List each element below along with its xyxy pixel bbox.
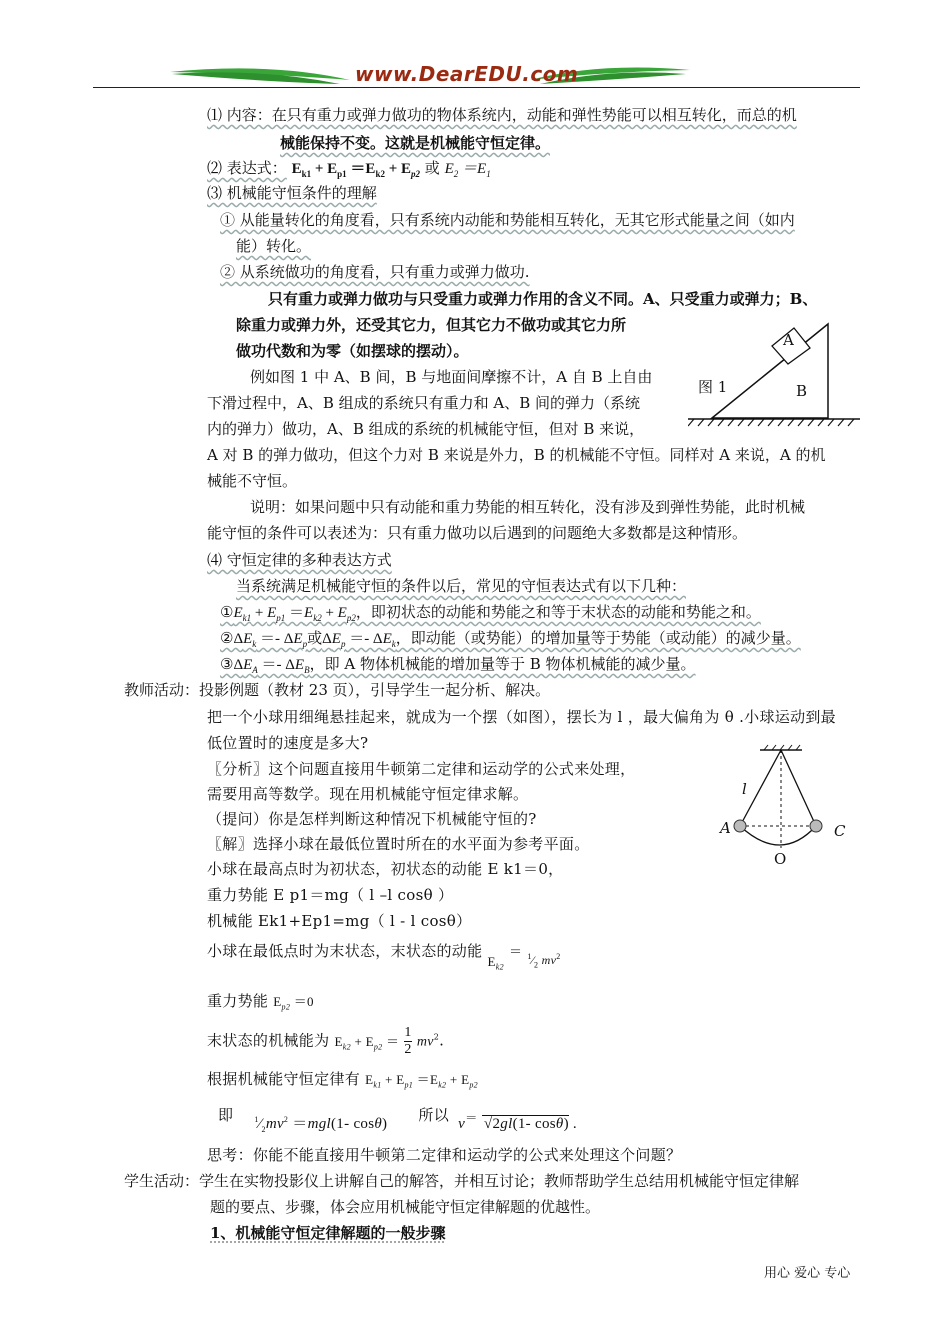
figure-2-label-a: A <box>720 819 731 837</box>
line-initial-mechanical: 机械能 Ek1+Ep1=mg（ l - l cosθ） <box>207 912 472 930</box>
line-think: 思考：你能不能直接用牛顿第二定律和运动学的公式来处理这个问题？ <box>207 1146 682 1164</box>
line-initial-potential: 重力势能 E p1＝mg（ l –l cosθ ） <box>207 886 454 904</box>
line-remark-2: 能守恒的条件可以表述为：只有重力做功以后遇到的问题绝大多数都是这种情形。 <box>207 524 748 542</box>
line-final-potential: 重力势能 $E_{p2} =0$ <box>207 992 314 1012</box>
line-note-1: 只有重力或弹力做功与只受重力或弹力作用的含义不同。A、只受重力或弹力；B、 <box>268 290 818 308</box>
line-problem-2: 低位置时的速度是多大? <box>207 734 369 752</box>
header-rule <box>93 87 860 88</box>
line-teacher-activity: 教师活动：投影例题（教材 23 页），引导学生一起分析、解决。 <box>124 681 551 699</box>
figure-1-incline <box>688 318 863 430</box>
line-example-2: 下滑过程中，A、B 组成的系统只有重力和 A、B 间的弹力（系统 <box>207 394 641 412</box>
line-expression: ⑵ 表达式： $E_{k1} + E_{p1} =E_{k2} + E_{p2}$ 或 $E_2 =E_1$ <box>207 159 491 179</box>
line-steps-heading: 1、机械能守恒定律解题的一般步骤 <box>210 1224 446 1242</box>
figure-2-label-c: C <box>834 822 846 840</box>
figure-1-label-a: A <box>783 331 794 349</box>
line-note-2: 除重力或弹力外，还受其它力，但其它力不做功或其它力所 <box>236 316 627 334</box>
line-final-kinetic: 小球在最低点时为末状态，末状态的动能 $E_{k2} = _{^1⁄_2 mv^2}$ <box>207 942 561 972</box>
line-forms-title: ⑷ 守恒定律的多种表达方式 <box>207 551 392 569</box>
line-form-2: $②\Delta E_k =- \Delta E_p$或$\Delta E_p =- \Delta E_k$，即动能（或势能）的增加量等于势能（或动能）的减少量。 <box>220 629 801 649</box>
line-form-1: $①E_{k1} + E_{p1} =E_{k2} + E_{p2}$，即初状态的动能和势能之和等于末状态的动能和势能之和。 <box>220 603 761 623</box>
line-content-cont: 械能保持不变。这就是机械能守恒定律。 <box>280 134 551 152</box>
line-analysis-1: 〖分析〗这个问题直接用牛顿第二定律和运动学的公式来处理， <box>207 760 636 778</box>
line-conservation: 根据机械能守恒定律有 $E_{k1} + E_{p1} =E_{k2} + E_{p2}$ <box>207 1070 478 1090</box>
line-condition-title: ⑶ 机械能守恒条件的理解 <box>207 184 377 202</box>
line-condition-1-cont: 能）转化。 <box>236 237 312 255</box>
figure-2-pendulum <box>712 742 852 870</box>
line-example-3: 内的弹力）做功，A、B 组成的系统的机械能守恒，但对 B 来说， <box>207 420 645 438</box>
line-solution: 〖解〗选择小球在最低位置时所在的水平面为参考平面。 <box>207 835 590 853</box>
line-final-mechanical: 末状态的机械能为 $E_{k2} + E_{p2}$ ＝ $\frac{1}{2}$ $mv^2$. <box>207 1025 445 1057</box>
figure-1-caption: 图 1 <box>698 378 728 396</box>
figure-2-label-o: O <box>774 850 787 868</box>
line-example-1: 例如图 1 中 A、B 间，B 与地面间摩擦不计，A 自 B 上自由 <box>250 368 653 386</box>
site-logo <box>150 58 710 94</box>
line-example-5: 械能不守恒。 <box>207 472 298 490</box>
line-forms-intro: 当系统满足机械能守恒的条件以后，常见的守恒表达式有以下几种： <box>236 577 687 595</box>
line-example-4: A 对 B 的弹力做功，但这个力对 B 来说是外力，B 的机械能不守恒。同样对 A 来说，A 的机 <box>207 446 826 464</box>
line-form-3: $③\Delta E_A =- \Delta E_B$，即 A 物体机械能的增加量等于 B 物体机械能的减少量。 <box>220 655 696 675</box>
logo-text: www.DearEDU.com <box>355 62 579 86</box>
line-student-activity-cont: 题的要点、步骤，体会应用机械能守恒定律解题的优越性。 <box>210 1198 601 1216</box>
line-problem-1: 把一个小球用细绳悬挂起来，就成为一个摆（如图），摆长为 l ，最大偏角为 θ .小球运动到最 <box>207 708 836 726</box>
line-student-activity: 学生活动：学生在实物投影仪上讲解自己的解答，并相互讨论；教师帮助学生总结用机械能守恒定律解 <box>124 1172 800 1190</box>
line-content: ⑴ 内容：在只有重力或弹力做功的物体系统内，动能和弹性势能可以相互转化，而总的机 <box>207 106 797 124</box>
line-analysis-2: 需要用高等数学。现在用机械能守恒定律求解。 <box>207 785 529 803</box>
line-note-3: 做功代数和为零（如摆球的摆动）。 <box>236 342 469 360</box>
line-condition-1: ① 从能量转化的角度看，只有系统内动能和势能相互转化，无其它形式能量之间（如内 <box>220 211 795 229</box>
figure-2-label-l: l <box>742 780 747 798</box>
line-remark-1: 说明：如果问题中只有动能和重力势能的相互转化，没有涉及到弹性势能，此时机械 <box>250 498 806 516</box>
line-condition-2: ② 从系统做功的角度看，只有重力或弹力做功. <box>220 263 530 281</box>
line-result: 即 $^1⁄_2mv^2 =mgl(1-$ cosθ) 所以 v＝ √2gl(1- cosθ) . <box>218 1106 577 1134</box>
line-question: （提问）你是怎样判断这种情况下机械能守恒的? <box>207 810 537 828</box>
line-initial-state: 小球在最高点时为初状态，初状态的动能 E k1＝0， <box>207 860 564 878</box>
figure-1-label-b: B <box>796 382 808 400</box>
footer-text: 用心 爱心 专心 <box>764 1266 851 1281</box>
